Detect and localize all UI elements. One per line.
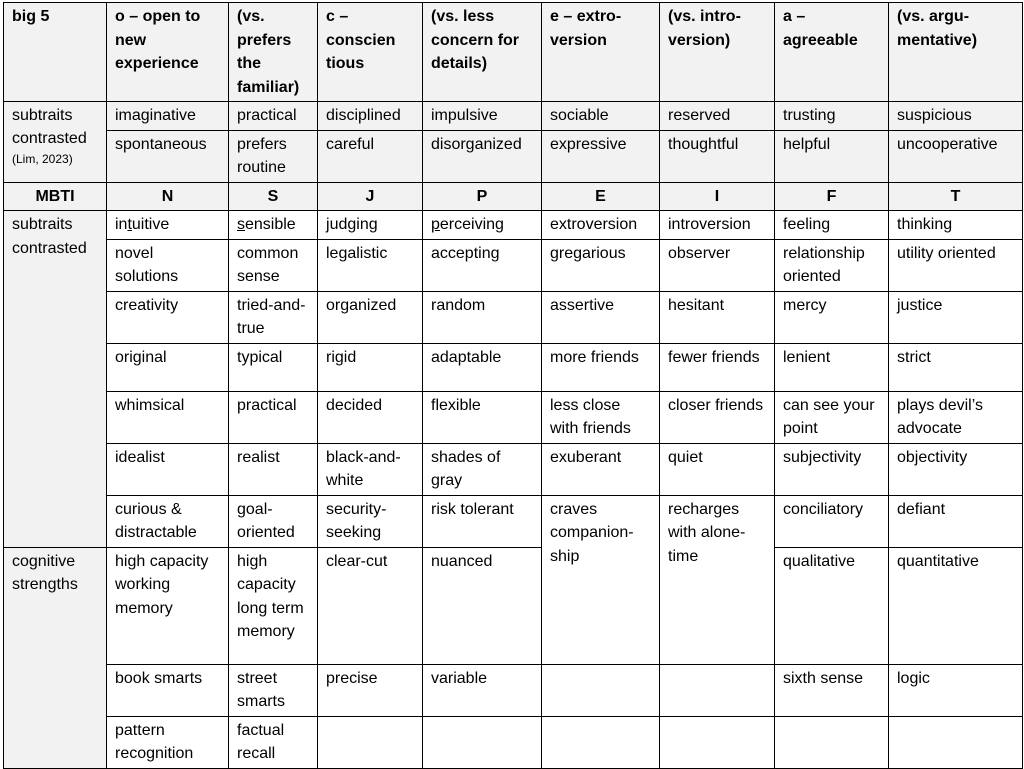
table-cell: disorganized (423, 130, 542, 182)
header-cell: e – extro-version (542, 3, 660, 102)
table-cell: organized (318, 291, 423, 343)
table-cell: disciplined (318, 102, 423, 131)
table-cell: creativity (107, 291, 229, 343)
table-cell: practical (229, 391, 318, 443)
header-cell: (vs. less concern for details) (423, 3, 542, 102)
table-cell: feeling (775, 211, 889, 240)
empty-cell (423, 716, 542, 768)
table-cell: high capacity working memory (107, 547, 229, 664)
cognitive-row (4, 664, 1023, 716)
big5-subtraits-row (4, 102, 1023, 131)
cell-text: erceiving (439, 216, 504, 233)
mbti-subtraits-row (4, 211, 1023, 240)
big5-subtraits-row (4, 130, 1023, 182)
header-cell: (vs. intro-version) (660, 3, 775, 102)
table-cell: defiant (889, 495, 1023, 547)
table-cell: uncooperative (889, 130, 1023, 182)
empty-cell (542, 664, 660, 716)
table-cell: accepting (423, 239, 542, 291)
table-cell: decided (318, 391, 423, 443)
mbti-subtraits-row (4, 343, 1023, 391)
cell-text: uitive (131, 216, 170, 233)
empty-cell (775, 716, 889, 768)
citation: (Lim, 2023) (12, 152, 73, 166)
table-cell: conciliatory (775, 495, 889, 547)
header-cell: (vs. prefers the familiar) (229, 3, 318, 102)
table-cell: variable (423, 664, 542, 716)
table-cell: random (423, 291, 542, 343)
table-cell: idealist (107, 443, 229, 495)
table-cell: realist (229, 443, 318, 495)
table-cell: utility oriented (889, 239, 1023, 291)
table-cell (229, 211, 318, 240)
table-cell: clear-cut (318, 547, 423, 664)
mbti-header-cell: N (107, 182, 229, 211)
mbti-subtraits-row (4, 443, 1023, 495)
table-cell: craves companion-ship (542, 495, 660, 664)
table-cell: curious & distractable (107, 495, 229, 547)
cell-text: ensible (245, 216, 296, 233)
table-cell: gregarious (542, 239, 660, 291)
table-cell: prefers routine (229, 130, 318, 182)
table-cell: relationship oriented (775, 239, 889, 291)
mbti-subtraits-label: subtraits contrasted (4, 211, 107, 548)
cognitive-row (4, 547, 1023, 664)
table-cell: sixth sense (775, 664, 889, 716)
cognitive-strengths-label: cognitive strengths (4, 547, 107, 768)
table-cell: hesitant (660, 291, 775, 343)
table-cell: extroversion (542, 211, 660, 240)
table-cell: justice (889, 291, 1023, 343)
table-cell: reserved (660, 102, 775, 131)
table-cell: assertive (542, 291, 660, 343)
table-cell: strict (889, 343, 1023, 391)
table-cell: less close with friends (542, 391, 660, 443)
empty-cell (660, 664, 775, 716)
empty-cell (542, 716, 660, 768)
table-cell: thoughtful (660, 130, 775, 182)
header-cell: a – agreeable (775, 3, 889, 102)
table-cell: objectivity (889, 443, 1023, 495)
table-cell: helpful (775, 130, 889, 182)
empty-cell (889, 716, 1023, 768)
table-cell: closer friends (660, 391, 775, 443)
table-cell: thinking (889, 211, 1023, 240)
table-cell: subjectivity (775, 443, 889, 495)
table-cell: plays devil’s advocate (889, 391, 1023, 443)
table-cell: factual recall (229, 716, 318, 768)
table-cell: goal-oriented (229, 495, 318, 547)
table-cell: fewer friends (660, 343, 775, 391)
header-cell: o – open to new experience (107, 3, 229, 102)
mbti-header-cell: P (423, 182, 542, 211)
mbti-header-cell: I (660, 182, 775, 211)
table-cell (423, 211, 542, 240)
underlined-letter: t (127, 216, 132, 233)
table-cell: spontaneous (107, 130, 229, 182)
mbti-subtraits-row (4, 239, 1023, 291)
table-cell: quiet (660, 443, 775, 495)
table-cell (318, 211, 423, 240)
table-cell: lenient (775, 343, 889, 391)
table-cell (107, 211, 229, 240)
table-cell: recharges with alone-time (660, 495, 775, 664)
table-cell: can see your point (775, 391, 889, 443)
table-cell: whimsical (107, 391, 229, 443)
empty-cell (660, 716, 775, 768)
table-cell: high capacity long term memory (229, 547, 318, 664)
table-cell: book smarts (107, 664, 229, 716)
table-cell: more friends (542, 343, 660, 391)
table-cell: precise (318, 664, 423, 716)
cell-text: udging (329, 216, 378, 233)
table-cell: tried-and-true (229, 291, 318, 343)
header-cell: (vs. argu-mentative) (889, 3, 1023, 102)
table-cell: impulsive (423, 102, 542, 131)
table-cell: risk tolerant (423, 495, 542, 547)
table-cell: practical (229, 102, 318, 131)
table-cell: quantitative (889, 547, 1023, 664)
header-cell: big 5 (4, 3, 107, 102)
empty-cell (318, 716, 423, 768)
table-cell: novel solutions (107, 239, 229, 291)
table-cell: exuberant (542, 443, 660, 495)
table-cell: common sense (229, 239, 318, 291)
underlined-letter: p (431, 216, 440, 233)
cognitive-row (4, 716, 1023, 768)
table-cell: logic (889, 664, 1023, 716)
table-cell: sociable (542, 102, 660, 131)
mbti-header-cell: T (889, 182, 1023, 211)
mbti-subtraits-row (4, 391, 1023, 443)
table-cell: introversion (660, 211, 775, 240)
mbti-header-cell: F (775, 182, 889, 211)
table-cell: rigid (318, 343, 423, 391)
header-row (4, 3, 1023, 102)
header-cell: c – conscien tious (318, 3, 423, 102)
table-cell: expressive (542, 130, 660, 182)
big5-subtraits-label (4, 102, 107, 183)
cell-text: in (115, 216, 128, 233)
table-cell: adaptable (423, 343, 542, 391)
label-text: subtraits contrasted (12, 107, 87, 147)
table-cell: typical (229, 343, 318, 391)
mbti-subtraits-row (4, 291, 1023, 343)
table-cell: black-and-white (318, 443, 423, 495)
mbti-header-cell: J (318, 182, 423, 211)
table-cell: shades of gray (423, 443, 542, 495)
table-cell: security-seeking (318, 495, 423, 547)
mbti-header-row (4, 182, 1023, 211)
mbti-header-cell: S (229, 182, 318, 211)
mbti-header-cell: E (542, 182, 660, 211)
table-cell: observer (660, 239, 775, 291)
table-cell: street smarts (229, 664, 318, 716)
mbti-subtraits-row (4, 495, 1023, 547)
mbti-header-cell: MBTI (4, 182, 107, 211)
table-cell: legalistic (318, 239, 423, 291)
big5-mbti-table (3, 2, 1023, 769)
table-cell: pattern recognition (107, 716, 229, 768)
table-cell: mercy (775, 291, 889, 343)
underlined-letter: s (237, 216, 245, 233)
table-cell: trusting (775, 102, 889, 131)
table-cell: flexible (423, 391, 542, 443)
table-cell: nuanced (423, 547, 542, 664)
underlined-letter: j (326, 216, 330, 233)
table-cell: original (107, 343, 229, 391)
table-cell: suspicious (889, 102, 1023, 131)
table-cell: imaginative (107, 102, 229, 131)
table-cell: qualitative (775, 547, 889, 664)
table-cell: careful (318, 130, 423, 182)
